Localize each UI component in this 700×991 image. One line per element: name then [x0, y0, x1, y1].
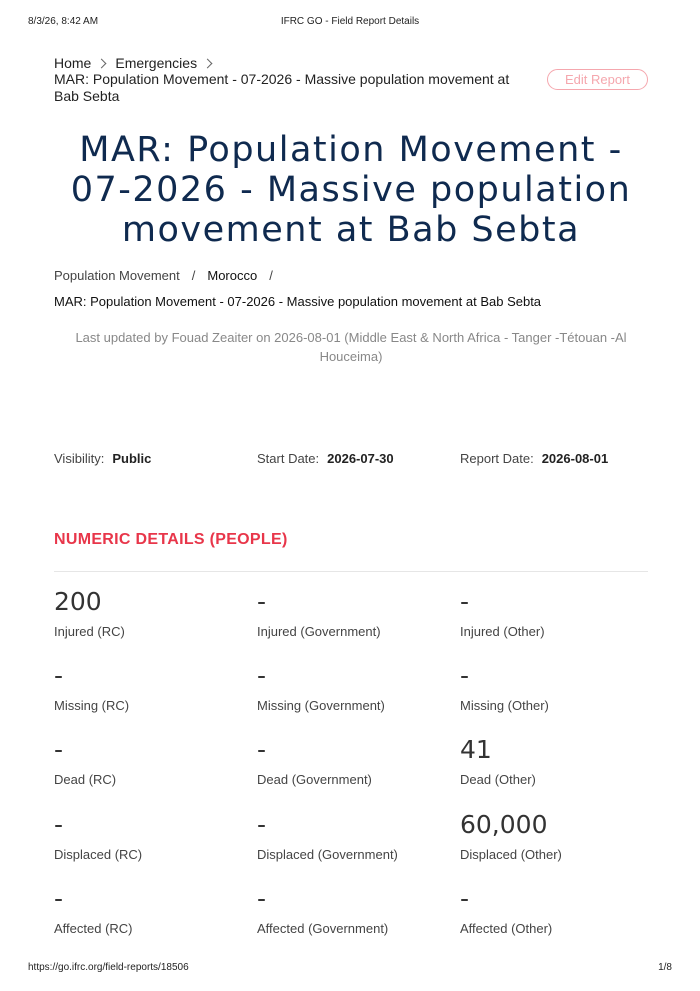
stat-affected-other	[460, 883, 660, 936]
stat-displaced-rc	[54, 809, 254, 862]
print-datetime: 8/3/26, 8:42 AM	[28, 16, 99, 27]
visibility-label: Visibility:	[54, 451, 105, 466]
stat-label: Injured (Government)	[257, 624, 381, 639]
last-updated-text: Last updated by Fouad Zeaiter on 2026-08-01 (Middle East & North Africa - Tanger -Tétouan -Al Houceima)	[75, 330, 627, 364]
report-date-label: Report Date:	[460, 451, 534, 466]
visibility-meta	[54, 451, 151, 466]
print-url: https://go.ifrc.org/field-reports/18506	[28, 962, 189, 973]
stat-value: -	[54, 810, 64, 839]
stat-injured-rc	[54, 586, 254, 639]
start-date-label: Start Date:	[257, 451, 320, 466]
breadcrumb-home[interactable]: Home	[54, 55, 92, 71]
stat-dead-rc	[54, 734, 254, 787]
report-subtitle: MAR: Population Movement - 07-2026 - Massive population movement at Bab Sebta	[54, 294, 542, 309]
stat-value: 200	[54, 587, 102, 616]
numeric-details-heading: NUMERIC DETAILS (PEOPLE)	[54, 531, 288, 548]
stat-displaced-government	[257, 809, 457, 862]
stat-label: Displaced (Other)	[460, 847, 562, 862]
stat-value: -	[257, 884, 267, 913]
stat-label: Dead (Government)	[257, 772, 372, 787]
stat-missing-other	[460, 660, 660, 713]
print-header	[28, 16, 672, 30]
chevron-right-icon	[97, 58, 107, 68]
stat-label: Displaced (Government)	[257, 847, 398, 862]
stat-value: -	[257, 587, 267, 616]
stat-dead-government	[257, 734, 457, 787]
visibility-value: Public	[112, 451, 152, 466]
stat-affected-rc	[54, 883, 254, 936]
stat-label: Dead (Other)	[460, 772, 536, 787]
start-date-meta	[257, 451, 394, 466]
stat-affected-government	[257, 883, 457, 936]
stat-dead-other	[460, 734, 660, 787]
stat-label: Dead (RC)	[54, 772, 117, 787]
report-date-value: 2026-08-01	[541, 451, 609, 466]
print-footer	[28, 962, 672, 976]
page-title: MAR: Population Movement - 07-2026 - Massive population movement at Bab Sebta	[70, 130, 632, 250]
country-link[interactable]: Morocco	[207, 268, 258, 283]
stat-missing-government	[257, 660, 457, 713]
breadcrumb	[54, 55, 221, 71]
stat-label: Affected (Other)	[460, 921, 553, 936]
stat-label: Missing (RC)	[54, 698, 130, 713]
stat-displaced-other	[460, 809, 660, 862]
stat-injured-government	[257, 586, 457, 639]
stat-value: -	[257, 735, 267, 764]
stat-label: Affected (RC)	[54, 921, 133, 936]
stat-missing-rc	[54, 660, 254, 713]
stat-value: -	[257, 810, 267, 839]
chevron-right-icon	[203, 58, 213, 68]
disaster-type-link[interactable]: Population Movement	[54, 268, 180, 283]
stat-value: 41	[460, 735, 492, 764]
stat-value: -	[460, 884, 470, 913]
stat-value: -	[54, 661, 64, 690]
stat-value: -	[54, 884, 64, 913]
stat-value: -	[460, 587, 470, 616]
stat-value: -	[54, 735, 64, 764]
report-subnav	[54, 268, 285, 283]
stat-label: Displaced (RC)	[54, 847, 143, 862]
breadcrumb-current: MAR: Population Movement - 07-2026 - Massive population movement at Bab Sebta	[54, 71, 510, 104]
section-divider	[54, 571, 648, 572]
stat-label: Affected (Government)	[257, 921, 389, 936]
stat-injured-other	[460, 586, 660, 639]
stat-label: Missing (Government)	[257, 698, 385, 713]
stat-label: Missing (Other)	[460, 698, 549, 713]
stat-label: Injured (RC)	[54, 624, 125, 639]
print-page-number: 1/8	[658, 962, 672, 973]
stat-value: -	[257, 661, 267, 690]
stat-label: Injured (Other)	[460, 624, 545, 639]
report-date-meta	[460, 451, 608, 466]
stat-value: -	[460, 661, 470, 690]
start-date-value: 2026-07-30	[327, 451, 394, 466]
stat-value: 60,000	[460, 810, 548, 839]
breadcrumb-emergencies[interactable]: Emergencies	[115, 55, 198, 71]
edit-report-button[interactable]: Edit Report	[547, 69, 648, 90]
subnav-separator: /	[191, 268, 196, 283]
print-doc-title: IFRC GO - Field Report Details	[280, 16, 420, 27]
subnav-separator: /	[269, 268, 273, 283]
